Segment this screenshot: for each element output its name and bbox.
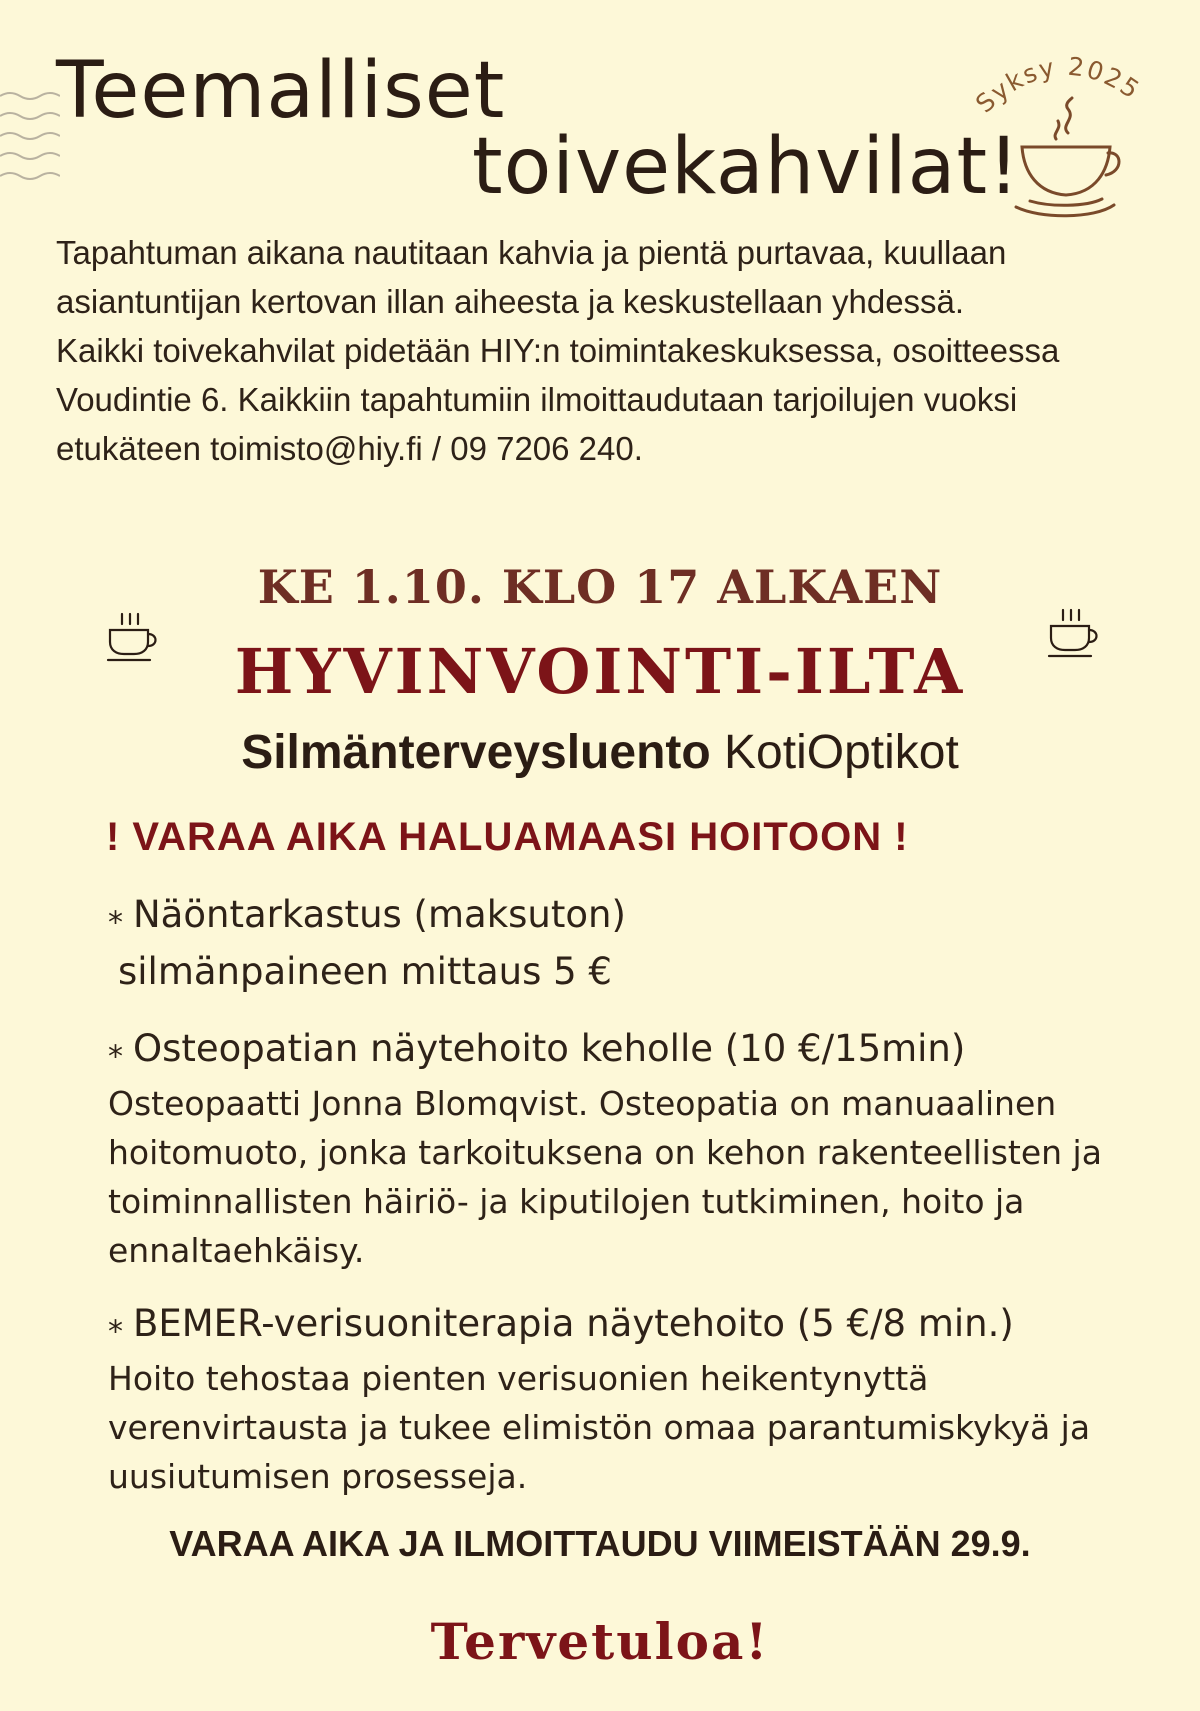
lecture-provider: KotiOptikot <box>724 726 959 779</box>
intro-paragraph-1: Tapahtuman aikana nautitaan kahvia ja pientä purtavaa, kuullaan asiantuntijan kertovan illan aiheesta ja keskustellaan yhdessä. <box>56 234 1007 320</box>
title-line-2: toivekahvilat! <box>472 122 1021 212</box>
coffee-cup-icon <box>1010 95 1130 220</box>
event-title: HYVINVOINTI-ILTA <box>234 635 966 708</box>
wavy-lines-icon <box>0 88 60 188</box>
booking-notice: ! VARAA AIKA HALUAMAASI HOITOON ! <box>106 815 909 859</box>
service-item <box>108 888 1168 999</box>
svg-text:Syksy 2025: Syksy 2025 <box>970 51 1146 119</box>
service-heading: Osteopatian näytehoito keholle (10 €/15min) <box>133 1027 966 1070</box>
service-item <box>108 1297 1178 1501</box>
service-heading: Näöntarkastus (maksuton) <box>133 893 626 936</box>
service-item <box>108 1022 1178 1275</box>
service-heading: BEMER-verisuoniterapia näytehoito (5 €/8 min.) <box>133 1302 1014 1345</box>
event-date: KE 1.10. KLO 17 ALKAEN <box>257 560 943 614</box>
service-description: Hoito tehostaa pienten verisuonien heikentynyttä verenvirtausta ja tukee elimistön omaa parantumiskykyä ja uusiutumisen prosesseja. <box>108 1359 1091 1496</box>
bullet-icon: ⁎ <box>108 896 123 931</box>
service-description: Osteopaatti Jonna Blomqvist. Osteopatia on manuaalinen hoitomuoto, jonka tarkoituksena on kehon rakenteellisten ja toiminnallisten häiriö- ja kiputilojen tutkiminen, hoito ja ennaltaehkäisy. <box>108 1084 1102 1270</box>
lecture-title: Silmänterveysluento <box>241 726 711 779</box>
intro-text <box>56 228 1166 473</box>
lecture-line <box>0 725 1200 780</box>
service-detail: silmänpaineen mittaus 5 € <box>118 950 612 993</box>
bullet-icon: ⁎ <box>108 1305 123 1340</box>
title-line-1: Teemalliset <box>56 46 506 136</box>
registration-deadline: VARAA AIKA JA ILMOITTAUDU VIIMEISTÄÄN 29.9. <box>169 1523 1031 1564</box>
bullet-icon: ⁎ <box>108 1030 123 1065</box>
welcome-text: Tervetuloa! <box>430 1612 770 1671</box>
intro-paragraph-2: Kaikki toivekahvilat pidetään HIY:n toimintakeskuksessa, osoitteessa Voudintie 6. Kaikkiin tapahtumiin ilmoittaudutaan tarjoilujen vuoksi etukäteen toimisto@hiy.fi / 09 7206 240. <box>56 332 1060 467</box>
